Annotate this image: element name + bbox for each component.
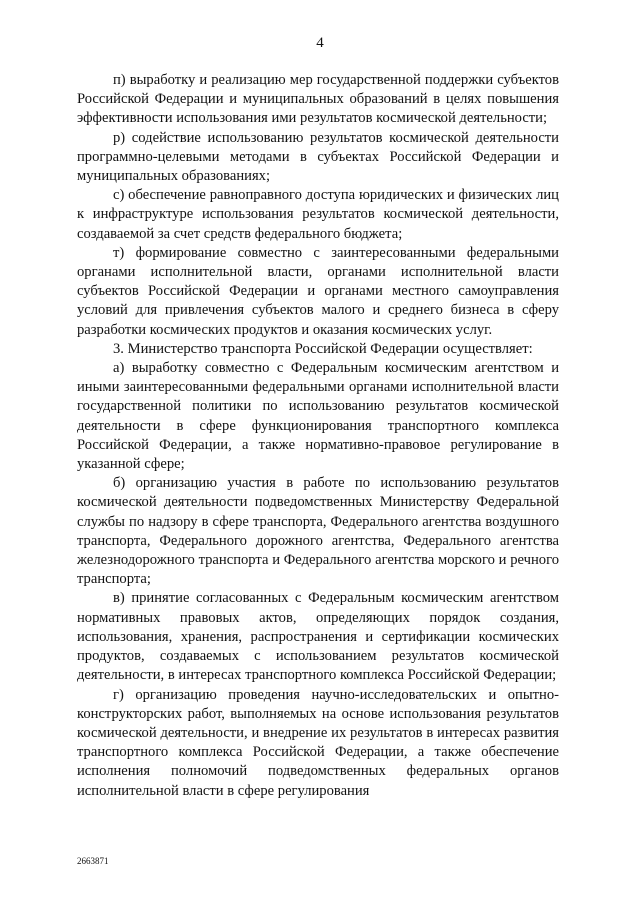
paragraph-r: р) содействие использованию результатов космической деятельности программно-целевыми методами в субъектах Российской Федерации и муниципальных образованиях; xyxy=(77,129,559,185)
document-code: 2663871 xyxy=(77,856,109,866)
paragraph-g: г) организацию проведения научно-исследовательских и опытно-конструкторских работ, выполняемых на основе использования результатов космической деятельности, и внедрение их результатов в интересах развития транспортного комплекса Российской Федерации, а также обеспечение исполнения полномочий подведомственных федеральных органов исполнительной власти в сфере регулирования xyxy=(77,686,559,799)
paragraph-v: в) принятие согласованных с Федеральным космическим агентством нормативных правовых актов, определяющих порядок создания, использования, хранения, распространения и сертификации космических продуктов, создаваемых с использованием результатов космической деятельности, в интересах транспортного комплекса Российской Федерации; xyxy=(77,590,559,684)
paragraph-b: б) организацию участия в работе по использованию результатов космической деятельности подведомственных Министерству Федеральной службы по надзору в сфере транспорта, Федерального агентства воздушного транспорта, Федерального дорожного агентства, Федерального агентства железнодорожного транспорта и Федерального агентства морского и речного транспорта; xyxy=(77,475,559,588)
section-3-heading: 3. Министерство транспорта Российской Федерации осуществляет: xyxy=(113,340,533,357)
paragraph-p: п) выработку и реализацию мер государственной поддержки субъектов Российской Федерации и муниципальных образований в целях повышения эффективности использования ими результатов космической деятельности; xyxy=(77,72,559,127)
document-body xyxy=(77,71,559,801)
paragraph-t: т) формирование совместно с заинтересованными федеральными органами исполнительной власти, органами исполнительной власти субъектов Российской Федерации и органами местного самоуправления условий для привлечения субъектов малого и среднего бизнеса в сферу разработки космических продуктов и оказания космических услуг. xyxy=(77,244,559,338)
paragraph-s: с) обеспечение равноправного доступа юридических и физических лиц к инфраструктуре использования результатов космической деятельности, создаваемой за счет средств федерального бюджета; xyxy=(77,187,559,242)
page-number: 4 xyxy=(316,35,324,51)
paragraph-a: а) выработку совместно с Федеральным космическим агентством и иными заинтересованными федеральными органами исполнительной власти государственной политики по использованию результатов космической деятельности в сфере функционирования транспортного комплекса Российской Федерации, а также нормативно-правовое регулирование в указанной сфере; xyxy=(77,360,559,473)
